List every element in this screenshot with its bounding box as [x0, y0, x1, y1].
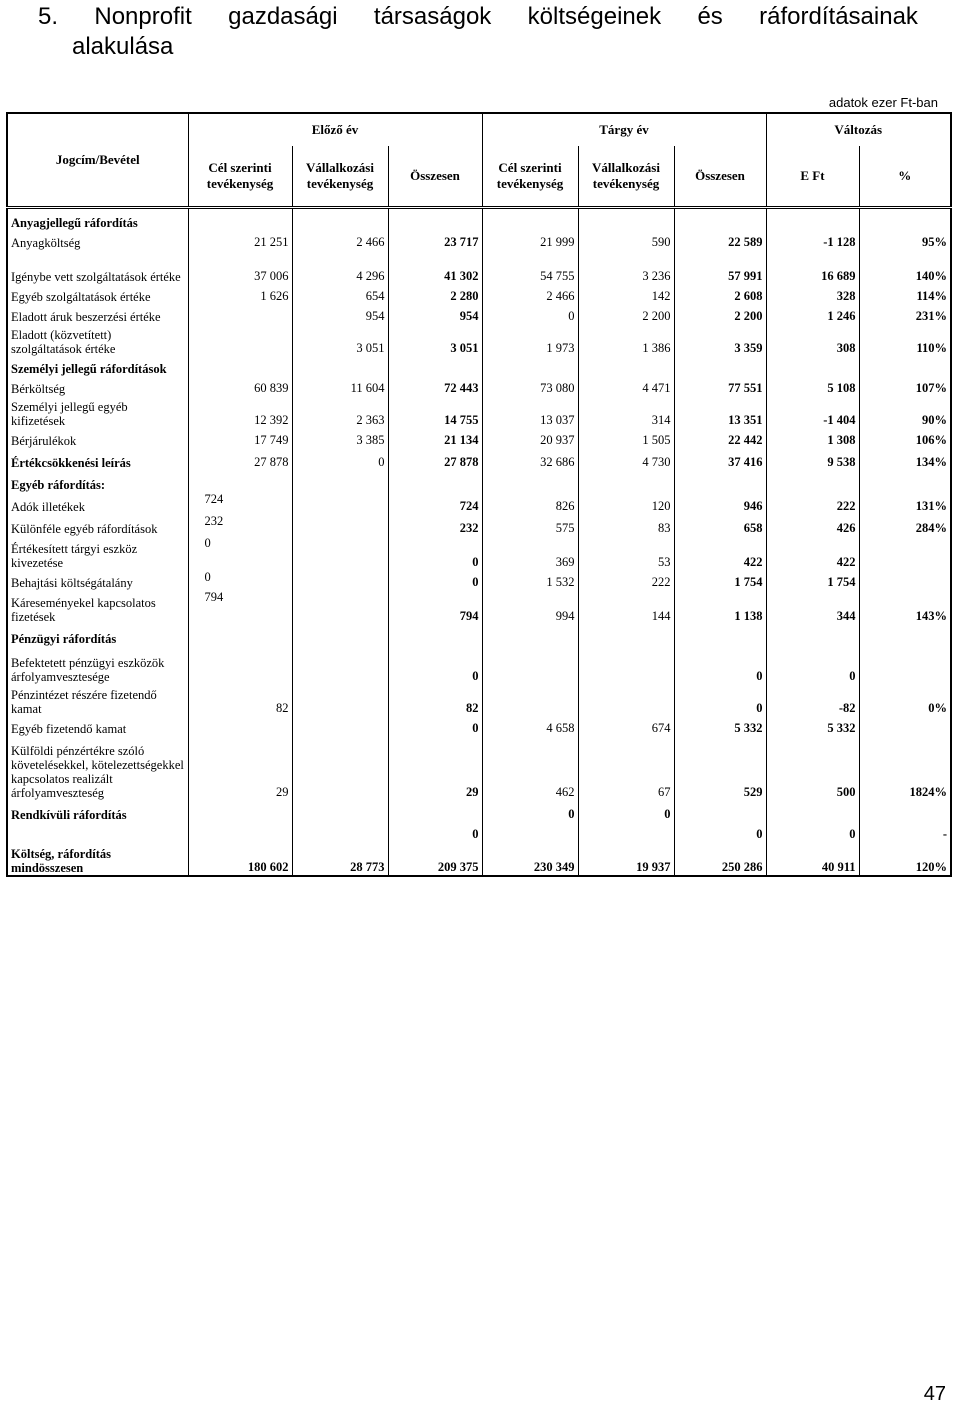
table-cell	[482, 822, 578, 842]
table-cell: 5 332	[674, 716, 766, 736]
table-row	[7, 646, 951, 684]
table-cell: 54 755	[482, 250, 578, 284]
table-cell: 2 466	[292, 230, 388, 250]
page-number: 47	[923, 1383, 946, 1405]
group-header-current-year: Tárgy év	[482, 113, 766, 146]
row-label: Személyi jellegű egyéb kifizetések	[7, 396, 188, 428]
table-row	[7, 624, 951, 646]
table-cell: 13 037	[482, 396, 578, 428]
table-cell	[188, 304, 292, 324]
table-cell	[859, 716, 951, 736]
table-cell	[482, 356, 578, 376]
table-cell	[482, 624, 578, 646]
row-label: Költség, ráfordítás mindösszesen	[7, 842, 188, 876]
table-cell: 1 626	[188, 284, 292, 304]
table-row	[7, 800, 951, 822]
table-cell: 232	[188, 514, 292, 536]
table-row	[7, 822, 951, 842]
table-cell: 22 589	[674, 230, 766, 250]
table-row	[7, 492, 951, 514]
table-cell: 37 416	[674, 448, 766, 470]
table-cell: 20 937	[482, 428, 578, 448]
row-label: Eladott áruk beszerzési értéke	[7, 304, 188, 324]
table-cell: 142	[578, 284, 674, 304]
row-label: Személyi jellegű ráfordítások	[7, 356, 188, 376]
column-header: Vállalkozási tevékenység	[292, 146, 388, 208]
table-cell: 658	[674, 514, 766, 536]
table-cell: 0	[388, 536, 482, 570]
table-cell: 0	[388, 570, 482, 590]
table-cell: 3 051	[388, 324, 482, 356]
row-label: Adók illetékek	[7, 492, 188, 514]
table-cell: 2 363	[292, 396, 388, 428]
table-cell	[482, 646, 578, 684]
row-label: Pénzügyi ráfordítás	[7, 624, 188, 646]
table-cell	[292, 514, 388, 536]
table-cell: 95%	[859, 230, 951, 250]
table-cell: 60 839	[188, 376, 292, 396]
table-cell: 21 999	[482, 230, 578, 250]
table-cell	[388, 208, 482, 230]
table-cell: 422	[766, 536, 859, 570]
table-cell: 0	[766, 822, 859, 842]
table-cell: 180 602	[188, 842, 292, 876]
row-label: Értékesített tárgyi eszköz kivezetése	[7, 536, 188, 570]
table-cell: 0	[482, 304, 578, 324]
table-cell	[292, 646, 388, 684]
group-header-previous-year: Előző év	[188, 113, 482, 146]
table-cell	[482, 470, 578, 492]
table-cell	[292, 590, 388, 624]
table-row	[7, 514, 951, 536]
table-cell	[578, 684, 674, 716]
row-label: Bérköltség	[7, 376, 188, 396]
table-cell: 590	[578, 230, 674, 250]
table-cell: 106%	[859, 428, 951, 448]
table-cell: 29	[388, 736, 482, 800]
table-cell	[766, 624, 859, 646]
table-cell	[578, 646, 674, 684]
table-cell: 0	[188, 570, 292, 590]
table-cell: 2 200	[578, 304, 674, 324]
table-cell: 2 280	[388, 284, 482, 304]
table-cell: 724	[188, 492, 292, 514]
table-cell	[766, 356, 859, 376]
table-cell	[292, 492, 388, 514]
table-cell	[292, 684, 388, 716]
table-cell: 82	[388, 684, 482, 716]
table-cell	[188, 208, 292, 230]
table-cell: 231%	[859, 304, 951, 324]
table-cell: 21 251	[188, 230, 292, 250]
table-cell: 0	[482, 800, 578, 822]
table-cell: 144	[578, 590, 674, 624]
table-row	[7, 842, 951, 876]
table-cell: 32 686	[482, 448, 578, 470]
column-header: Vállalkozási tevékenység	[578, 146, 674, 208]
table-cell: 1 754	[674, 570, 766, 590]
column-header: E Ft	[766, 146, 859, 208]
table-cell: 0	[674, 646, 766, 684]
table-cell	[859, 570, 951, 590]
table-cell: 1824%	[859, 736, 951, 800]
row-label: Behajtási költségátalány	[7, 570, 188, 590]
table-cell	[766, 470, 859, 492]
table-cell: 794	[388, 590, 482, 624]
table-cell	[859, 356, 951, 376]
table-cell: 40 911	[766, 842, 859, 876]
row-label: Igénybe vett szolgáltatások értéke	[7, 250, 188, 284]
table-cell	[578, 470, 674, 492]
table-cell	[188, 800, 292, 822]
table-cell: 222	[578, 570, 674, 590]
table-cell	[188, 470, 292, 492]
table-row	[7, 304, 951, 324]
cost-table	[6, 112, 952, 877]
table-cell	[292, 570, 388, 590]
table-row	[7, 428, 951, 448]
table-cell: 4 296	[292, 250, 388, 284]
table-cell	[388, 800, 482, 822]
row-label: Befektetett pénzügyi eszközök árfolyamvesztesége	[7, 646, 188, 684]
table-cell: 284%	[859, 514, 951, 536]
table-row	[7, 536, 951, 570]
table-row	[7, 470, 951, 492]
table-cell	[859, 800, 951, 822]
table-cell: 3 051	[292, 324, 388, 356]
table-cell	[188, 624, 292, 646]
table-cell: 1 505	[578, 428, 674, 448]
table-cell: 107%	[859, 376, 951, 396]
table-cell: 27 878	[188, 448, 292, 470]
table-body	[7, 208, 951, 876]
table-cell: 1 532	[482, 570, 578, 590]
table-cell	[859, 646, 951, 684]
table-cell: 794	[188, 590, 292, 624]
table-row	[7, 324, 951, 356]
table-cell	[292, 356, 388, 376]
table-cell: 5 332	[766, 716, 859, 736]
table-cell: 314	[578, 396, 674, 428]
row-label: Bérjárulékok	[7, 428, 188, 448]
row-label: Eladott (közvetített) szolgáltatások értéke	[7, 324, 188, 356]
table-cell: 140%	[859, 250, 951, 284]
table-cell: 2 200	[674, 304, 766, 324]
table-cell	[766, 800, 859, 822]
table-cell: 3 385	[292, 428, 388, 448]
table-cell: 0	[388, 822, 482, 842]
table-cell: 37 006	[188, 250, 292, 284]
table-cell	[578, 356, 674, 376]
table-cell: 0	[674, 822, 766, 842]
table-cell: 1 973	[482, 324, 578, 356]
table-cell	[859, 536, 951, 570]
table-cell: 134%	[859, 448, 951, 470]
table-row	[7, 736, 951, 800]
table-cell	[188, 822, 292, 842]
table-cell: 4 730	[578, 448, 674, 470]
table-row	[7, 684, 951, 716]
table-cell: 82	[188, 684, 292, 716]
table-cell	[578, 822, 674, 842]
table-cell: 674	[578, 716, 674, 736]
table-cell	[188, 646, 292, 684]
table-cell: 143%	[859, 590, 951, 624]
row-label: Külföldi pénzértékre szóló követelésekkel, kötelezettségekkel kapcsolatos realizált árfolyamveszteség	[7, 736, 188, 800]
table-cell	[674, 356, 766, 376]
table-cell: 0	[674, 684, 766, 716]
table-cell: 5 108	[766, 376, 859, 396]
table-cell: 232	[388, 514, 482, 536]
table-cell: 22 442	[674, 428, 766, 448]
table-cell: 120	[578, 492, 674, 514]
table-row	[7, 230, 951, 250]
table-cell: 575	[482, 514, 578, 536]
table-row	[7, 250, 951, 284]
table-cell: 230 349	[482, 842, 578, 876]
table-cell: 826	[482, 492, 578, 514]
row-label: Rendkívüli ráfordítás	[7, 800, 188, 822]
row-label: Egyéb fizetendő kamat	[7, 716, 188, 736]
table-cell	[859, 208, 951, 230]
table-cell: 13 351	[674, 396, 766, 428]
row-label: Anyagköltség	[7, 230, 188, 250]
table-cell: 27 878	[388, 448, 482, 470]
group-header-change: Változás	[766, 113, 951, 146]
table-cell: 19 937	[578, 842, 674, 876]
table-cell: 17 749	[188, 428, 292, 448]
table-cell: 9 538	[766, 448, 859, 470]
column-header: Cél szerinti tevékenység	[188, 146, 292, 208]
row-label: Egyéb szolgáltatások értéke	[7, 284, 188, 304]
table-cell: 67	[578, 736, 674, 800]
table-cell: 21 134	[388, 428, 482, 448]
table-cell: 1 308	[766, 428, 859, 448]
table-cell: 654	[292, 284, 388, 304]
table-cell: 83	[578, 514, 674, 536]
table-cell: 344	[766, 590, 859, 624]
table-cell	[188, 324, 292, 356]
row-label-header: Jogcím/Bevétel	[7, 113, 188, 208]
page-title: 5. Nonprofit gazdasági társaságok költségeinek és ráfordításainak alakulása	[38, 3, 918, 60]
table-cell: 57 991	[674, 250, 766, 284]
table-cell: 0	[578, 800, 674, 822]
table-cell: 120%	[859, 842, 951, 876]
table-cell: 53	[578, 536, 674, 570]
table-cell: 131%	[859, 492, 951, 514]
table-cell	[674, 624, 766, 646]
table-cell: 369	[482, 536, 578, 570]
table-cell: -	[859, 822, 951, 842]
table-cell	[292, 208, 388, 230]
table-cell	[766, 208, 859, 230]
table-row	[7, 570, 951, 590]
table-cell: 328	[766, 284, 859, 304]
table-row	[7, 448, 951, 470]
table-row	[7, 396, 951, 428]
table-cell: 114%	[859, 284, 951, 304]
table-cell: 954	[388, 304, 482, 324]
table-cell: 28 773	[292, 842, 388, 876]
table-cell: 529	[674, 736, 766, 800]
table-cell: 77 551	[674, 376, 766, 396]
table-cell: 16 689	[766, 250, 859, 284]
row-label	[7, 822, 188, 842]
table-cell: -82	[766, 684, 859, 716]
table-cell	[674, 470, 766, 492]
table-cell: 0	[388, 646, 482, 684]
table-cell: -1 128	[766, 230, 859, 250]
table-cell: 0	[766, 646, 859, 684]
section-number: 5.	[38, 3, 59, 30]
table-cell: 946	[674, 492, 766, 514]
row-label: Értékcsökkenési leírás	[7, 448, 188, 470]
row-label: Különféle egyéb ráfordítások	[7, 514, 188, 536]
table-cell: 11 604	[292, 376, 388, 396]
table-cell	[578, 624, 674, 646]
table-cell: 4 658	[482, 716, 578, 736]
table-cell: 1 754	[766, 570, 859, 590]
table-cell: 724	[388, 492, 482, 514]
column-header: Összesen	[388, 146, 482, 208]
table-cell: 0	[292, 448, 388, 470]
table-cell: 3 236	[578, 250, 674, 284]
table-row	[7, 284, 951, 304]
table-cell	[292, 470, 388, 492]
table-cell: 0	[388, 716, 482, 736]
table-cell: 1 138	[674, 590, 766, 624]
table-cell	[292, 736, 388, 800]
table-cell: 250 286	[674, 842, 766, 876]
column-header: %	[859, 146, 951, 208]
table-cell	[188, 356, 292, 376]
table-cell: 222	[766, 492, 859, 514]
table-cell	[482, 684, 578, 716]
table-cell: 308	[766, 324, 859, 356]
table-cell: 954	[292, 304, 388, 324]
row-label: Anyagjellegű ráfordítás	[7, 208, 188, 230]
table-cell	[388, 470, 482, 492]
table-cell: 29	[188, 736, 292, 800]
column-header: Összesen	[674, 146, 766, 208]
table-row	[7, 356, 951, 376]
row-label: Pénzintézet részére fizetendő kamat	[7, 684, 188, 716]
table-cell	[292, 800, 388, 822]
table-cell: 73 080	[482, 376, 578, 396]
table-cell: 994	[482, 590, 578, 624]
table-cell: 500	[766, 736, 859, 800]
table-cell: 110%	[859, 324, 951, 356]
table-cell: 72 443	[388, 376, 482, 396]
table-cell	[859, 470, 951, 492]
table-cell: 422	[674, 536, 766, 570]
table-cell: 4 471	[578, 376, 674, 396]
table-cell: 12 392	[188, 396, 292, 428]
table-cell: 2 608	[674, 284, 766, 304]
table-cell	[859, 624, 951, 646]
table-cell: 462	[482, 736, 578, 800]
table-cell	[388, 356, 482, 376]
table-cell: 0	[188, 536, 292, 570]
table-row	[7, 716, 951, 736]
table-cell: 23 717	[388, 230, 482, 250]
table-cell: 426	[766, 514, 859, 536]
table-cell: 1 386	[578, 324, 674, 356]
row-label: Egyéb ráfordítás:	[7, 470, 188, 492]
table-row	[7, 208, 951, 230]
table-cell: 3 359	[674, 324, 766, 356]
table-cell	[482, 208, 578, 230]
table-cell	[388, 624, 482, 646]
table-cell: 0%	[859, 684, 951, 716]
table-cell: -1 404	[766, 396, 859, 428]
table-row	[7, 590, 951, 624]
unit-note: adatok ezer Ft-ban	[828, 95, 938, 110]
table-cell: 90%	[859, 396, 951, 428]
table-row	[7, 376, 951, 396]
column-header: Cél szerinti tevékenység	[482, 146, 578, 208]
row-label: Káreseményekel kapcsolatos fizetések	[7, 590, 188, 624]
table-cell: 14 755	[388, 396, 482, 428]
table-cell: 2 466	[482, 284, 578, 304]
table-cell	[292, 822, 388, 842]
table-cell	[292, 716, 388, 736]
table-cell	[188, 716, 292, 736]
table-cell: 1 246	[766, 304, 859, 324]
table-cell	[578, 208, 674, 230]
table-cell	[292, 624, 388, 646]
table-cell: 209 375	[388, 842, 482, 876]
table-cell	[292, 536, 388, 570]
table-cell	[674, 800, 766, 822]
table-cell	[674, 208, 766, 230]
table-cell: 41 302	[388, 250, 482, 284]
